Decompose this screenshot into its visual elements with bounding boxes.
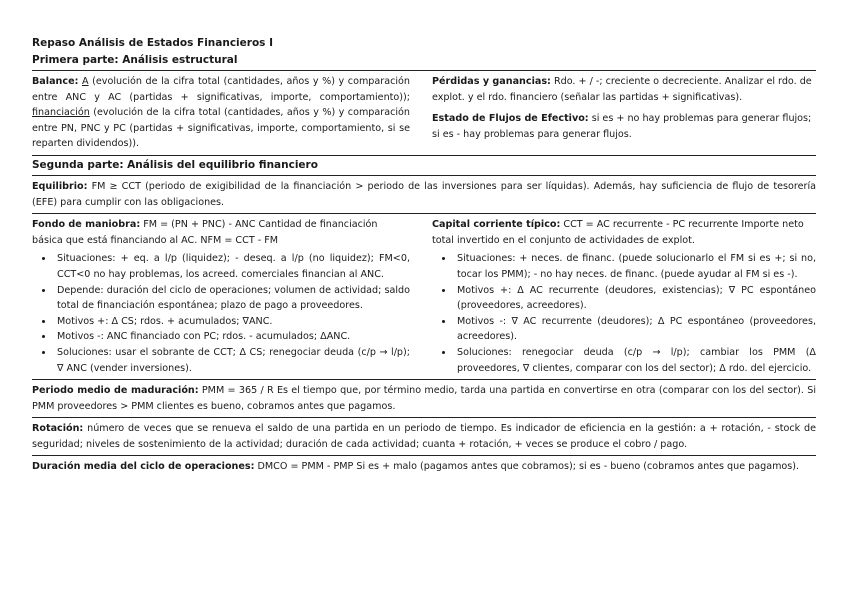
duracion-label: Duración media del ciclo de operaciones: (32, 461, 255, 473)
periodo-text: PMM = 365 / R Es el tiempo que, por término medio, tarda una partida en convertirse en otra (comparar con los del sector). Si PMM proveedores > PMM clientes es bueno, cobramos antes que pagamos. (32, 385, 816, 412)
equilibrio-text: FM ≥ CCT (periodo de exigibilidad de la financiación > periodo de las inversiones para ser líquidas). Además, hay suficiencia de flujo de tesorería (EFE) para cumplir con las obligaciones. (32, 180, 816, 208)
list-item: • Situaciones: + neces. de financ. (puede solucionarlo el FM si es +; si no, tocar los PMM); - no hay neces. de financ. (puede ayudar al FM si es -). (454, 251, 816, 282)
list-item: • Motivos -: ∇ AC recurrente (deudores); Δ PC espontáneo (proveedores, acreedores). (454, 314, 816, 345)
results-column (422, 74, 816, 152)
fondo-column (32, 217, 422, 376)
fondo-bullet-list (32, 251, 410, 376)
duracion-block (32, 456, 816, 478)
capital-text: CCT = AC recurrente - PC recurrente Importe neto total invertido en el conjunto de actividades de explot. (432, 219, 804, 246)
perdidas-text: Rdo. + / -; creciente o decreciente. Analizar el rdo. de explot. y el rdo. financiero (señalar las partidas + significativas). (432, 76, 812, 103)
duracion-paragraph (32, 459, 816, 475)
balance-text-2: (evolución de la cifra total (cantidades, años y %) y comparación entre PN, PNC y PC (partidas + significativas, importe, comportamiento, si se reparten dividendos)). (32, 107, 410, 150)
fondo-text: FM = (PN + PNC) - ANC Cantidad de financiación básica que está financiando al AC. NFM = CCT - FM (32, 219, 378, 246)
balance-text-1: (evolución de la cifra total (cantidades, años y %) y comparación entre ANC y AC (partidas + significativas, importe, comportamiento)); (32, 76, 410, 103)
document-page (32, 36, 816, 478)
capital-label: Capital corriente típico: (432, 219, 561, 231)
section-heading-part1: Primera parte: Análisis estructural (32, 53, 816, 71)
equilibrio-paragraph (32, 179, 816, 210)
capital-paragraph (432, 217, 816, 248)
capital-bullet-list (432, 251, 816, 376)
part2-columns (32, 214, 816, 380)
balance-a-mark: A (82, 76, 89, 87)
list-item: • Soluciones: renegociar deuda (c/p → l/p); cambiar los PMM (Δ proveedores, ∇ clientes, comparar con los del sector); Δ rdo. del ejercicio. (454, 345, 816, 376)
periodo-block (32, 380, 816, 418)
balance-financiacion: financiación (32, 107, 90, 119)
list-item: • Motivos +: Δ AC recurrente (deudores, existencias); ∇ PC espontáneo (proveedores, acreedores). (454, 283, 816, 314)
part1-content (32, 71, 816, 156)
capital-column (422, 217, 816, 376)
equilibrio-block (32, 176, 816, 214)
list-item: • Motivos +: Δ CS; rdos. + acumulados; ∇ANC. (54, 314, 410, 330)
balance-column (32, 74, 422, 152)
section-heading-part2: Segunda parte: Análisis del equilibrio financiero (32, 158, 816, 176)
document-title: Repaso Análisis de Estados Financieros I (32, 37, 273, 49)
efe-paragraph (432, 111, 816, 142)
list-item: • Motivos -: ANC financiado con PC; rdos. - acumulados; ΔANC. (54, 329, 410, 345)
rotacion-paragraph (32, 421, 816, 452)
balance-paragraph (32, 74, 410, 152)
perdidas-label: Pérdidas y ganancias: (432, 76, 551, 87)
rotacion-block (32, 418, 816, 456)
rotacion-text: número de veces que se renueva el saldo de una partida en un periodo de tiempo. Es indicador de eficiencia en la gestión: a + rotación, - stock de seguridad; niveles de sostenimiento de la actividad; duración de cada actividad; cuanta + rotación, + veces se produce el cobro / pago. (32, 423, 816, 450)
efe-label: Estado de Flujos de Efectivo: (432, 113, 589, 125)
periodo-label: Periodo medio de maduración: (32, 385, 199, 397)
list-item: • Situaciones: + eq. a l/p (liquidez); - deseq. a l/p (no liquidez); FM<0, CCT<0 no hay problemas, los acreed. comerciales financian al ANC. (54, 251, 410, 282)
periodo-paragraph (32, 383, 816, 414)
list-item: • Soluciones: usar el sobrante de CCT; Δ CS; renegociar deuda (c/p → l/p); ∇ ANC (vender inversiones). (54, 345, 410, 376)
perdidas-paragraph (432, 74, 816, 105)
equilibrio-label: Equilibrio: (32, 180, 88, 192)
list-item: • Depende: duración del ciclo de operaciones; volumen de actividad; saldo total de financiación espontánea; plazo de pago a proveedores. (54, 283, 410, 314)
duracion-text: DMCO = PMM - PMP Si es + malo (pagamos antes que cobramos); si es - bueno (cobramos antes que pagamos). (257, 461, 800, 473)
balance-label: Balance: (32, 76, 79, 87)
efe-text: si es + no hay problemas para generar flujos; si es - hay problemas para generar flujos. (432, 113, 812, 140)
rotacion-label: Rotación: (32, 423, 84, 435)
fondo-paragraph (32, 217, 410, 248)
fondo-label: Fondo de maniobra: (32, 219, 141, 231)
